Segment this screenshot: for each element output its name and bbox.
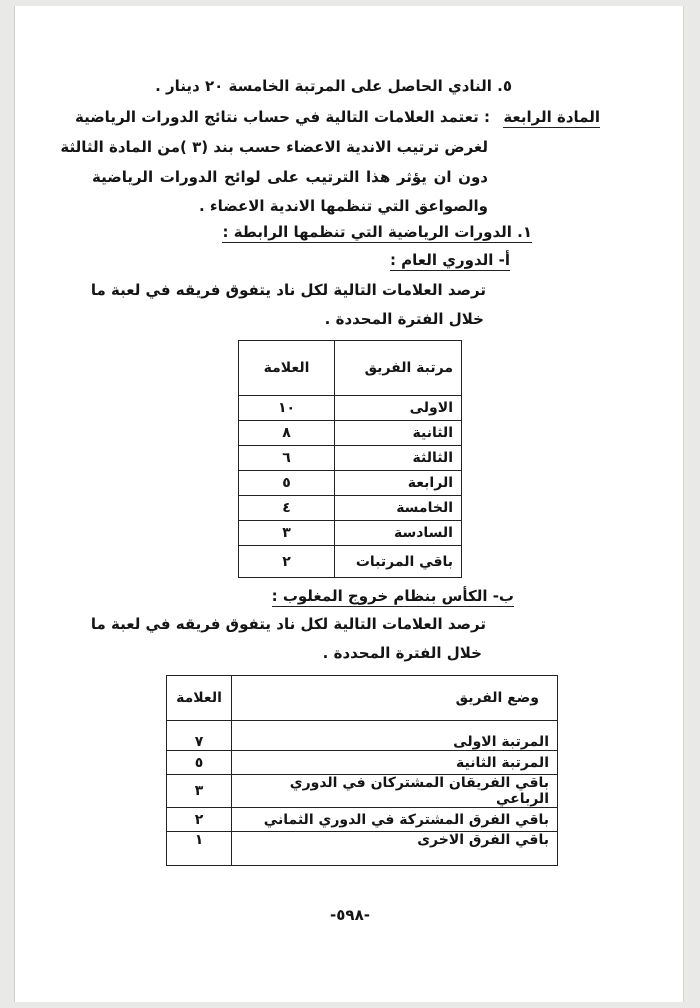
article-line-2: لغرض ترتيب الاندية الاعضاء حسب بند (٣ )من المادة الثالثة	[60, 138, 488, 156]
article-line-1: : تعتمد العلامات التالية في حساب نتائج الدورات الرياضية	[74, 108, 490, 126]
league-rank-cell: الخامسة	[335, 496, 462, 521]
league-score-cell: ١٠	[239, 396, 335, 421]
cup-heading-text: ب- الكأس بنظام خروج المغلوب :	[271, 587, 514, 605]
table-row	[167, 751, 558, 775]
table-row	[167, 808, 558, 832]
table-row	[239, 396, 462, 421]
cup-heading	[272, 586, 514, 606]
cup-score-cell: ٥	[167, 751, 232, 775]
league-heading	[390, 250, 510, 270]
league-heading-text: أ- الدوري العام :	[389, 251, 510, 269]
table-row	[239, 446, 462, 471]
league-rank-cell: الاولى	[335, 396, 462, 421]
cup-col-score: العلامة	[167, 676, 232, 721]
league-rank-cell: الثانية	[335, 421, 462, 446]
cup-score-cell: ٢	[167, 808, 232, 832]
league-rank-cell: الرابعة	[335, 471, 462, 496]
intro-line: ٥. النادي الحاصل على المرتبة الخامسة ٢٠ دينار .	[155, 77, 512, 95]
cup-status-cell: المرتبة الاولى	[232, 721, 558, 751]
cup-status-cell: المرتبة الثانية	[232, 751, 558, 775]
article-label-text: المادة الرابعة	[503, 108, 600, 126]
article-label	[503, 107, 600, 127]
league-score-cell: ٣	[239, 521, 335, 546]
table-row	[239, 521, 462, 546]
article-line-4: والصواعق التي تنظمها الاندية الاعضاء .	[198, 197, 488, 215]
cup-status-cell: باقي الفريقان المشتركان في الدوري الرباعي	[232, 775, 558, 808]
table-row	[167, 775, 558, 808]
league-score-cell: ٥	[239, 471, 335, 496]
cup-text-2: خلال الفترة المحددة .	[322, 644, 482, 662]
league-rank-cell: السادسة	[335, 521, 462, 546]
table-row	[167, 832, 558, 866]
cup-score-cell: ٣	[167, 775, 232, 808]
section-heading-text: ١. الدورات الرياضية التي تنظمها الرابطة :	[222, 223, 532, 241]
league-col-score: العلامة	[239, 341, 335, 396]
section-heading	[222, 222, 532, 242]
cup-score-cell: ٧	[167, 721, 232, 751]
league-table-header	[239, 341, 462, 396]
table-row	[239, 546, 462, 578]
page-number: -٥٩٨-	[330, 906, 370, 924]
cup-col-status: وضع الفريق	[232, 676, 558, 721]
table-row	[239, 421, 462, 446]
table-row	[167, 721, 558, 751]
cup-status-cell: باقي الفرق الاخرى	[232, 832, 558, 866]
league-col-rank: مرتبة الفريق	[335, 341, 462, 396]
league-score-cell: ٦	[239, 446, 335, 471]
cup-status-cell: باقي الفرق المشتركة في الدوري الثماني	[232, 808, 558, 832]
league-score-table	[238, 340, 462, 578]
table-row	[239, 471, 462, 496]
league-score-cell: ٤	[239, 496, 335, 521]
league-rank-cell: باقي المرتبات	[335, 546, 462, 578]
article-line-3: دون ان يؤثر هذا الترتيب على لوائح الدورات الرياضية	[92, 168, 488, 186]
league-score-cell: ٢	[239, 546, 335, 578]
table-row	[239, 496, 462, 521]
cup-table-header	[167, 676, 558, 721]
league-text-2: خلال الفترة المحددة .	[324, 310, 484, 328]
league-text-1: ترصد العلامات التالية لكل ناد يتفوق فريقه في لعبة ما	[90, 281, 486, 299]
cup-score-cell: ١	[167, 832, 232, 866]
league-score-cell: ٨	[239, 421, 335, 446]
league-rank-cell: الثالثة	[335, 446, 462, 471]
cup-score-table	[166, 675, 558, 866]
cup-text-1: ترصد العلامات التالية لكل ناد يتفوق فريقه في لعبة ما	[90, 615, 486, 633]
